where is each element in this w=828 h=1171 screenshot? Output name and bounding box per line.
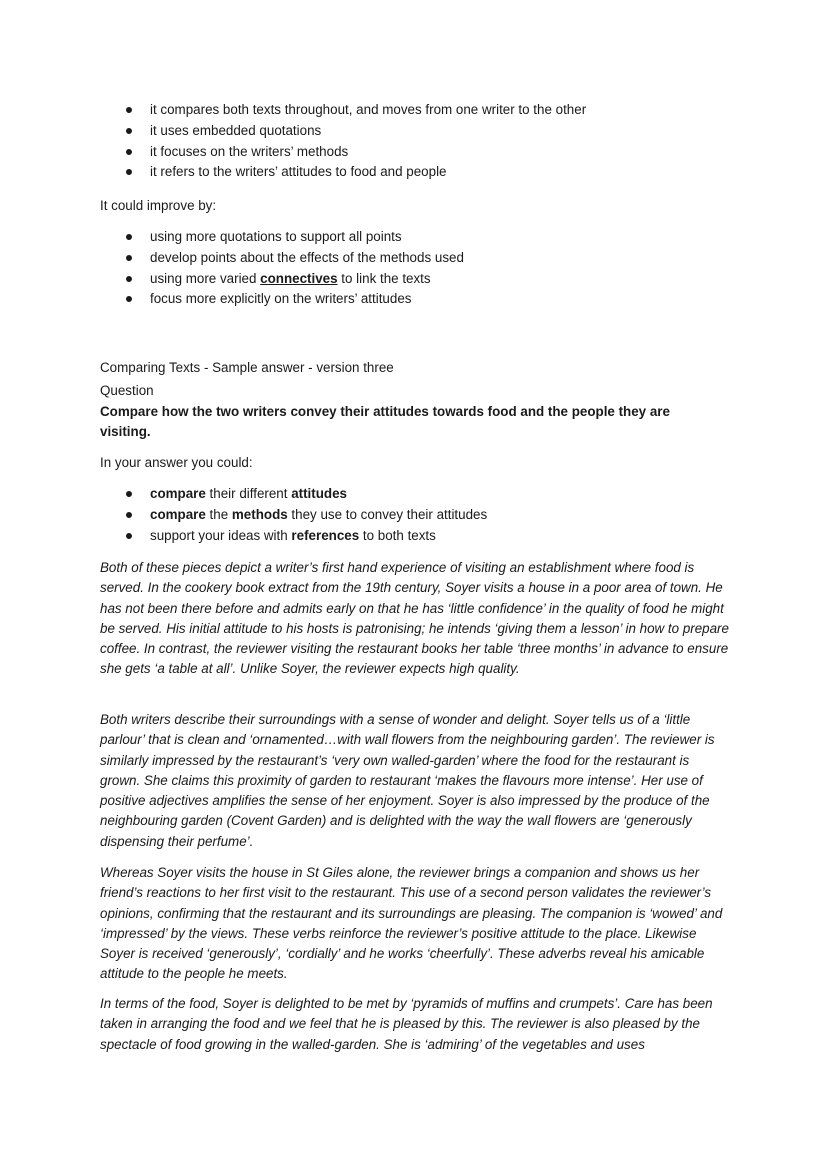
answer-paragraph: Both of these pieces depict a writer’s first hand experience of visiting an establishment where food is served. In the cookery book extract from the 19th century, Soyer visits a house in a poor area of town. He has not been there before and admits early on that he has ‘little confidence’ in the quality of food he might be served. His initial attitude to his hosts is patronising; he intends ‘giving them a lesson’ in how to prepare coffee. In contrast, the reviewer visiting the restaurant books her table ‘three months’ in advance to ensure she gets ‘a table at all’. Unlike Soyer, the reviewer expects high quality. xyxy=(100,560,729,677)
bullet-icon xyxy=(126,512,132,518)
bullet-icon xyxy=(126,296,132,302)
improvements-list xyxy=(100,227,740,310)
connectives-keyword: connectives xyxy=(260,270,338,286)
bullet-icon xyxy=(126,149,132,155)
bullet-icon xyxy=(126,128,132,134)
list-item: develop points about the effects of the methods used xyxy=(100,248,740,269)
improve-heading: It could improve by: xyxy=(100,198,217,213)
bullet-icon xyxy=(126,234,132,240)
bullet-icon xyxy=(126,276,132,282)
question-label: Question xyxy=(100,383,154,398)
bullet-icon xyxy=(126,255,132,261)
list-item: it compares both texts throughout, and moves from one writer to the other xyxy=(100,100,740,121)
answer-paragraph: In terms of the food, Soyer is delighted to be met by ‘pyramids of muffins and crumpets’. Care has been taken in arranging the food and we feel that he is pleased by this. The reviewer is also pleased by the spectacle of food growing in the walled-garden. She is ‘admiring’ of the vegetables and uses xyxy=(100,996,713,1052)
section-title: Comparing Texts - Sample answer - version three xyxy=(100,360,394,375)
list-item: using more varied connectives to link the texts xyxy=(100,269,740,290)
list-item: support your ideas with references to both texts xyxy=(100,526,740,547)
answer-intro: In your answer you could: xyxy=(100,455,253,470)
task-list xyxy=(100,484,740,546)
question-text: Compare how the two writers convey their attitudes towards food and the people they are visiting. xyxy=(100,404,670,440)
bullet-icon xyxy=(126,491,132,497)
list-item: compare their different attitudes xyxy=(100,484,740,505)
list-item: compare the methods they use to convey their attitudes xyxy=(100,505,740,526)
strengths-list xyxy=(100,100,740,183)
list-item: it uses embedded quotations xyxy=(100,121,740,142)
bullet-icon xyxy=(126,533,132,539)
answer-paragraph: Whereas Soyer visits the house in St Giles alone, the reviewer brings a companion and shows us her friend’s reactions to her first visit to the restaurant. This use of a second person validates the reviewer’s opinions, confirming that the restaurant and its surroundings are pleasing. The companion is ‘wowed’ and ‘impressed’ by the views. These verbs reinforce the reviewer’s positive attitude to the place. Likewise Soyer is received ‘generously’, ‘cordially’ and he works ‘cheerfully’. These adverbs reveal his amicable attitude to the people he meets. xyxy=(100,865,723,982)
list-item: it refers to the writers’ attitudes to food and people xyxy=(100,162,740,183)
bullet-icon xyxy=(126,169,132,175)
list-item: it focuses on the writers’ methods xyxy=(100,142,740,163)
list-item: focus more explicitly on the writers’ attitudes xyxy=(100,289,740,310)
list-item: using more quotations to support all points xyxy=(100,227,740,248)
bullet-icon xyxy=(126,107,132,113)
answer-paragraph: Both writers describe their surroundings with a sense of wonder and delight. Soyer tells us of a ‘little parlour’ that is clean and ‘ornamented…with wall flowers from the neighbouring garden’. The reviewer is similarly impressed by the restaurant’s ‘very own walled-garden’ where the food for the restaurant is grown. She claims this proximity of garden to restaurant ‘makes the flavours more intense’. Her use of positive adjectives amplifies the sense of her enjoyment. Soyer is also impressed by the produce of the neighbouring garden (Covent Garden) and is delighted with the way the wall flowers are ‘generously dispensing their perfume’. xyxy=(100,712,715,849)
